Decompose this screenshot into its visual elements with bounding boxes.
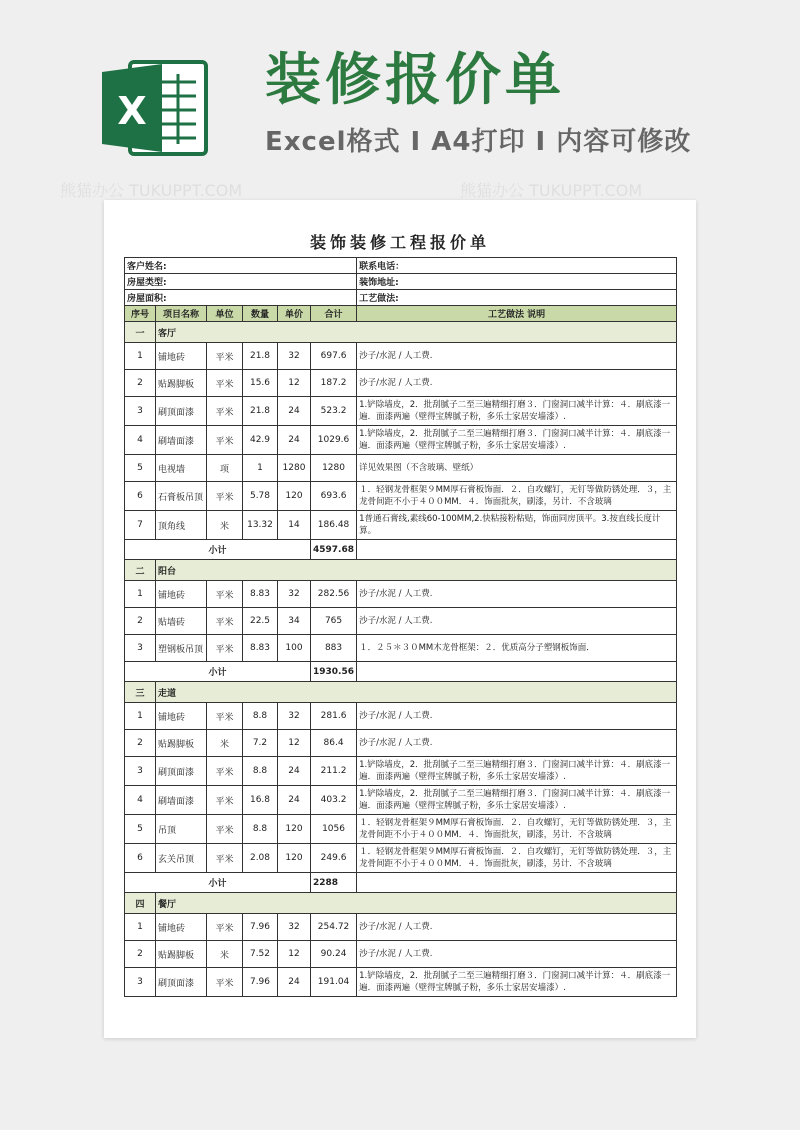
item-name: 铺地砖: [156, 581, 207, 608]
table-row: [125, 426, 677, 455]
quantity: 7.96: [243, 968, 278, 997]
quantity: 8.8: [243, 703, 278, 730]
section-row: [125, 560, 677, 581]
description: 1.铲除墙皮，2．批刮腻子二至三遍精细打磨３．门窗洞口减半计算：４．刷底漆一遍．面漆两遍（壁得宝牌腻子粉，多乐士家居安墙漆）.: [357, 397, 677, 426]
description: 沙子/水泥 / 人工费.: [357, 370, 677, 397]
quantity: 21.8: [243, 343, 278, 370]
description: １．２５＊３０MM木龙骨框架：２．优质高分子塑钢板饰面．: [357, 635, 677, 662]
unit: 平米: [207, 426, 243, 455]
quantity: 5.78: [243, 482, 278, 511]
item-name: 顶角线: [156, 511, 207, 540]
unit-price: 32: [278, 581, 311, 608]
subtotal-label: 小计: [125, 873, 311, 893]
section-number: 一: [125, 322, 156, 343]
row-number: 2: [125, 730, 156, 757]
unit-price: 12: [278, 370, 311, 397]
row-number: 2: [125, 608, 156, 635]
section-row: [125, 893, 677, 914]
table-row: [125, 844, 677, 873]
description: 沙子/水泥 / 人工费.: [357, 941, 677, 968]
item-name: 贴踢脚板: [156, 941, 207, 968]
col-header-no: 序号: [125, 306, 156, 322]
unit: 平米: [207, 844, 243, 873]
subtotal-label: 小计: [125, 540, 311, 560]
subtotal-blank: [357, 662, 677, 682]
house-type-label: 房屋类型:: [125, 274, 357, 290]
table-row: [125, 455, 677, 482]
item-name: 刷顶面漆: [156, 397, 207, 426]
unit: 平米: [207, 608, 243, 635]
description: 1.铲除墙皮，2．批刮腻子二至三遍精细打磨３．门窗洞口减半计算：４．刷底漆一遍．面漆两遍（壁得宝牌腻子粉，多乐士家居安墙漆）.: [357, 757, 677, 786]
row-number: 4: [125, 426, 156, 455]
row-number: 7: [125, 511, 156, 540]
description: 沙子/水泥 / 人工费.: [357, 343, 677, 370]
unit: 平米: [207, 370, 243, 397]
row-total: 1056: [311, 815, 357, 844]
unit: 平米: [207, 703, 243, 730]
row-number: 1: [125, 343, 156, 370]
table-row: [125, 581, 677, 608]
unit-price: 24: [278, 426, 311, 455]
unit: 平米: [207, 343, 243, 370]
description: 沙子/水泥 / 人工费.: [357, 730, 677, 757]
unit: 平米: [207, 397, 243, 426]
row-total: 883: [311, 635, 357, 662]
unit-price: 32: [278, 914, 311, 941]
method-label: 工艺做法:: [357, 290, 677, 306]
col-header-unit: 单位: [207, 306, 243, 322]
table-row: [125, 757, 677, 786]
quantity: 16.8: [243, 786, 278, 815]
row-total: 191.04: [311, 968, 357, 997]
item-name: 贴踢脚板: [156, 370, 207, 397]
unit: 平米: [207, 786, 243, 815]
unit-price: 120: [278, 844, 311, 873]
house-area-label: 房屋面积:: [125, 290, 357, 306]
unit-price: 32: [278, 343, 311, 370]
row-total: 187.2: [311, 370, 357, 397]
row-total: 254.72: [311, 914, 357, 941]
quantity: 13.32: [243, 511, 278, 540]
quantity: 8.8: [243, 815, 278, 844]
row-total: 90.24: [311, 941, 357, 968]
row-number: 6: [125, 844, 156, 873]
row-total: 281.6: [311, 703, 357, 730]
quantity: 22.5: [243, 608, 278, 635]
quantity: 7.96: [243, 914, 278, 941]
item-name: 贴踢脚板: [156, 730, 207, 757]
section-name: 客厅: [156, 322, 677, 343]
address-label: 装饰地址:: [357, 274, 677, 290]
table-header-row: [125, 306, 677, 322]
description: １．轻钢龙骨框架９MM厚石膏板饰面．２．自攻螺钉，无钉等做防锈处理．３，主龙骨间距不小于４００MM．４．饰面批灰，刷漆，另计．不含玻璃: [357, 815, 677, 844]
item-name: 刷顶面漆: [156, 968, 207, 997]
row-number: 5: [125, 455, 156, 482]
row-number: 1: [125, 703, 156, 730]
section-name: 餐厅: [156, 893, 677, 914]
row-total: 697.6: [311, 343, 357, 370]
description: １．轻钢龙骨框架９MM厚石膏板饰面．２．自攻螺钉，无钉等做防锈处理．３，主龙骨间距不小于４００MM．４．饰面批灰，刷漆，另计．不含玻璃: [357, 482, 677, 511]
unit: 平米: [207, 635, 243, 662]
table-row: [125, 511, 677, 540]
row-total: 86.4: [311, 730, 357, 757]
unit-price: 14: [278, 511, 311, 540]
table-row: [125, 608, 677, 635]
unit-price: 1280: [278, 455, 311, 482]
description: 沙子/水泥 / 人工费.: [357, 703, 677, 730]
info-row: [125, 290, 677, 306]
main-title: 装修报价单: [265, 48, 565, 113]
table-row: [125, 968, 677, 997]
table-row: [125, 786, 677, 815]
item-name: 玄关吊顶: [156, 844, 207, 873]
table-row: [125, 343, 677, 370]
section-row: [125, 682, 677, 703]
row-total: 211.2: [311, 757, 357, 786]
quantity: 8.8: [243, 757, 278, 786]
col-header-qty: 数量: [243, 306, 278, 322]
table-row: [125, 730, 677, 757]
item-name: 刷墙面漆: [156, 786, 207, 815]
col-header-price: 单价: [278, 306, 311, 322]
subtotal-blank: [357, 873, 677, 893]
description: １．轻钢龙骨框架９MM厚石膏板饰面．２．自攻螺钉，无钉等做防锈处理．３，主龙骨间距不小于４００MM．４．饰面批灰，刷漆，另计．不含玻璃: [357, 844, 677, 873]
quote-sheet: [104, 200, 696, 1038]
row-number: 3: [125, 757, 156, 786]
item-name: 塑钢板吊顶: [156, 635, 207, 662]
section-number: 二: [125, 560, 156, 581]
row-number: 3: [125, 397, 156, 426]
unit: 米: [207, 730, 243, 757]
promo-header: [0, 0, 800, 200]
quantity: 42.9: [243, 426, 278, 455]
phone-label: 联系电话：: [357, 258, 677, 274]
row-total: 1029.6: [311, 426, 357, 455]
unit: 平米: [207, 914, 243, 941]
quantity: 21.8: [243, 397, 278, 426]
row-number: 6: [125, 482, 156, 511]
description: 1.铲除墙皮，2．批刮腻子二至三遍精细打磨３．门窗洞口减半计算：４．刷底漆一遍．面漆两遍（壁得宝牌腻子粉，多乐士家居安墙漆）.: [357, 426, 677, 455]
description: 1.铲除墙皮，2．批刮腻子二至三遍精细打磨３．门窗洞口减半计算：４．刷底漆一遍．面漆两遍（壁得宝牌腻子粉，多乐士家居安墙漆）.: [357, 968, 677, 997]
quantity: 8.83: [243, 581, 278, 608]
item-name: 刷顶面漆: [156, 757, 207, 786]
quantity: 15.6: [243, 370, 278, 397]
watermark: 熊猫办公 TUKUPPT.COM: [460, 181, 643, 200]
table-row: [125, 397, 677, 426]
col-header-item: 项目名称: [156, 306, 207, 322]
unit-price: 24: [278, 397, 311, 426]
unit-price: 24: [278, 757, 311, 786]
item-name: 贴墙砖: [156, 608, 207, 635]
row-total: 523.2: [311, 397, 357, 426]
section-number: 三: [125, 682, 156, 703]
description: 沙子/水泥 / 人工费.: [357, 608, 677, 635]
unit-price: 34: [278, 608, 311, 635]
row-total: 765: [311, 608, 357, 635]
unit: 项: [207, 455, 243, 482]
col-header-desc: 工艺做法 说明: [357, 306, 677, 322]
subtotal-value: 4597.68: [311, 540, 357, 560]
unit: 平米: [207, 757, 243, 786]
unit: 平米: [207, 581, 243, 608]
sub-title: Excel格式 I A4打印 I 内容可修改: [265, 127, 692, 157]
quantity: 2.08: [243, 844, 278, 873]
quantity: 8.83: [243, 635, 278, 662]
row-total: 693.6: [311, 482, 357, 511]
unit-price: 32: [278, 703, 311, 730]
description: 1.铲除墙皮，2．批刮腻子二至三遍精细打磨３．门窗洞口减半计算：４．刷底漆一遍．面漆两遍（壁得宝牌腻子粉，多乐士家居安墙漆）.: [357, 786, 677, 815]
description: 1普通石膏线,素线60-100MM,2.快粘接粉粘贴，饰面同房顶平。3.按直线长度计算。: [357, 511, 677, 540]
document-title: 装饰装修工程报价单: [309, 233, 490, 252]
subtotal-label: 小计: [125, 662, 311, 682]
row-total: 249.6: [311, 844, 357, 873]
section-name: 阳台: [156, 560, 677, 581]
section-number: 四: [125, 893, 156, 914]
description: 沙子/水泥 / 人工费.: [357, 581, 677, 608]
row-number: 4: [125, 786, 156, 815]
table-row: [125, 941, 677, 968]
row-total: 403.2: [311, 786, 357, 815]
row-number: 2: [125, 941, 156, 968]
row-total: 1280: [311, 455, 357, 482]
table-row: [125, 914, 677, 941]
subtotal-value: 1930.56: [311, 662, 357, 682]
unit-price: 24: [278, 968, 311, 997]
unit-price: 24: [278, 786, 311, 815]
table-row: [125, 635, 677, 662]
unit-price: 120: [278, 482, 311, 511]
item-name: 石膏板吊顶: [156, 482, 207, 511]
section-name: 走道: [156, 682, 677, 703]
row-number: 2: [125, 370, 156, 397]
customer-name-label: 客户姓名:: [125, 258, 357, 274]
row-number: 5: [125, 815, 156, 844]
item-name: 吊顶: [156, 815, 207, 844]
subtotal-row: [125, 540, 677, 560]
item-name: 铺地砖: [156, 343, 207, 370]
info-row: [125, 274, 677, 290]
table-row: [125, 815, 677, 844]
subtotal-blank: [357, 540, 677, 560]
unit: 米: [207, 941, 243, 968]
unit: 平米: [207, 968, 243, 997]
row-number: 1: [125, 581, 156, 608]
row-total: 186.48: [311, 511, 357, 540]
quantity: 7.2: [243, 730, 278, 757]
row-total: 282.56: [311, 581, 357, 608]
item-name: 铺地砖: [156, 914, 207, 941]
info-row: [125, 258, 677, 274]
quantity: 7.52: [243, 941, 278, 968]
unit-price: 100: [278, 635, 311, 662]
table-row: [125, 370, 677, 397]
quantity: 1: [243, 455, 278, 482]
row-number: 3: [125, 635, 156, 662]
unit: 平米: [207, 482, 243, 511]
item-name: 铺地砖: [156, 703, 207, 730]
row-number: 3: [125, 968, 156, 997]
item-name: 电视墙: [156, 455, 207, 482]
logo-letter: X: [117, 89, 147, 133]
col-header-total: 合计: [311, 306, 357, 322]
row-number: 1: [125, 914, 156, 941]
watermark: 熊猫办公 TUKUPPT.COM: [60, 181, 243, 200]
excel-logo-icon: [100, 58, 210, 158]
unit: 米: [207, 511, 243, 540]
description: 沙子/水泥 / 人工费.: [357, 914, 677, 941]
table-row: [125, 703, 677, 730]
subtotal-value: 2288: [311, 873, 357, 893]
description: 详见效果图（不含玻璃、壁纸）: [357, 455, 677, 482]
subtotal-row: [125, 662, 677, 682]
unit: 平米: [207, 815, 243, 844]
subtotal-row: [125, 873, 677, 893]
unit-price: 12: [278, 730, 311, 757]
unit-price: 12: [278, 941, 311, 968]
item-name: 刷墙面漆: [156, 426, 207, 455]
section-row: [125, 322, 677, 343]
quote-table: [124, 257, 677, 997]
unit-price: 120: [278, 815, 311, 844]
table-row: [125, 482, 677, 511]
